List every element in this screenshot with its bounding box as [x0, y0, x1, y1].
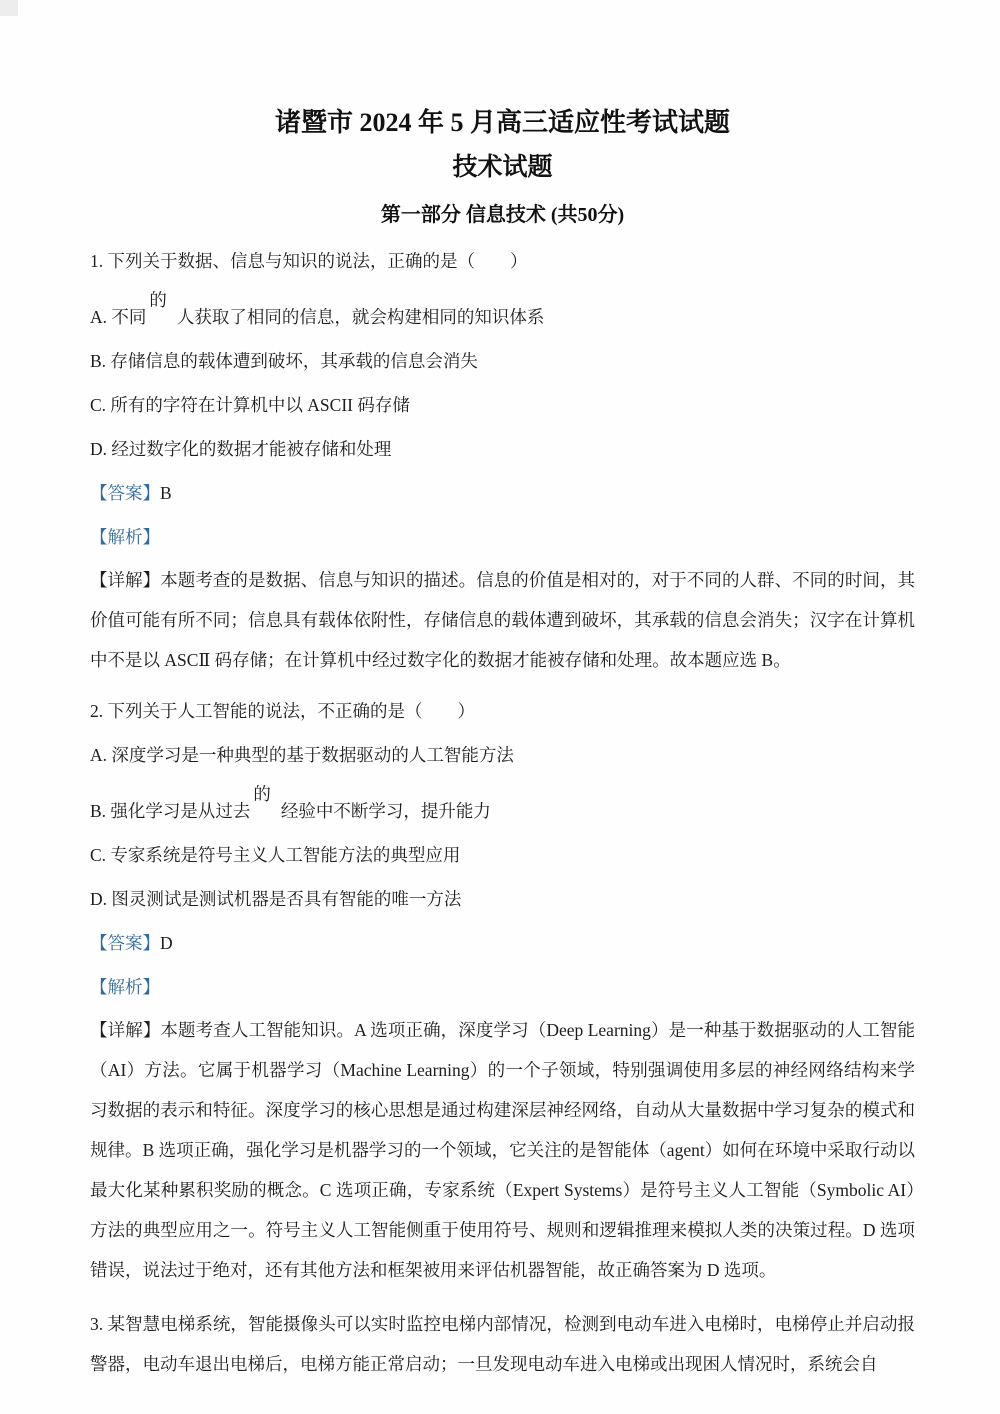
- answer-value: D: [160, 933, 173, 953]
- question-1-stem: 1. 下列关于数据、信息与知识的说法，正确的是（ ）: [90, 251, 528, 271]
- analysis-label: 【解析】: [90, 527, 160, 547]
- question-1-option-d: D. 经过数字化的数据才能被存储和处理: [90, 439, 392, 459]
- question-2-option-d: D. 图灵测试是测试机器是否具有智能的唯一方法: [90, 889, 462, 909]
- option-a-pre: A. 不同: [90, 307, 147, 327]
- question-1-answer-line: [90, 478, 915, 508]
- option-b-post: 经验中不断学习，提升能力: [280, 801, 491, 821]
- answer-value: B: [160, 483, 172, 503]
- document-title: 诸暨市 2024 年 5 月高三适应性考试试题: [274, 108, 730, 137]
- option-a-superscript: 的: [149, 290, 167, 310]
- answer-label: 【答案】: [90, 933, 160, 953]
- question-1-analysis-line: [90, 522, 915, 552]
- question-2-option-b: [90, 784, 915, 826]
- question-2-option-c: C. 专家系统是符号主义人工智能方法的典型应用: [90, 845, 461, 865]
- scan-artifact: [0, 0, 18, 16]
- question-2-analysis-line: [90, 972, 915, 1002]
- document-subtitle: 技术试题: [452, 154, 553, 181]
- question-1-option-c: C. 所有的字符在计算机中以 ASCII 码存储: [90, 395, 410, 415]
- option-a-post: 人获取了相同的信息，就会构建相同的知识体系: [176, 307, 545, 327]
- question-1-option-a: [90, 290, 915, 332]
- section-heading: 第一部分 信息技术 (共50分): [380, 204, 625, 226]
- option-b-superscript: 的: [253, 784, 271, 804]
- question-2-answer-line: [90, 928, 915, 958]
- question-2-detail: 【详解】本题考查人工智能知识。A 选项正确，深度学习（Deep Learning）是一种基于数据驱动的人工智能（AI）方法。它属于机器学习（Machine Learning）的一个子领域，特别强调使用多层的神经网络结构来学习数据的表示和特征。深度学习的核心思想是通过构建深层神经网络，自动从大量数据中学习复杂的模式和规律。B 选项正确，强化学习是机器学习的一个领域，它关注的是智能体（agent）如何在环境中采取行动以最大化某种累积奖励的概念。C 选项正确，专家系统（Expert Systems）是符号主义人工智能（Symbolic AI）方法的典型应用之一。符号主义人工智能侧重于使用符号、规则和逻辑推理来模拟人类的决策过程。D 选项错误，说法过于绝对，还有其他方法和框架被用来评估机器智能，故正确答案为 D 选项。: [90, 1020, 915, 1280]
- question-2-option-a: A. 深度学习是一种典型的基于数据驱动的人工智能方法: [90, 745, 514, 765]
- answer-label: 【答案】: [90, 483, 160, 503]
- analysis-label: 【解析】: [90, 977, 160, 997]
- option-b-pre: B. 强化学习是从过去: [90, 801, 251, 821]
- question-2-stem: 2. 下列关于人工智能的说法，不正确的是（ ）: [90, 701, 475, 721]
- question-1-detail: 【详解】本题考查的是数据、信息与知识的描述。信息的价值是相对的，对于不同的人群、不同的时间，其价值可能有所不同；信息具有载体依附性，存储信息的载体遭到破坏，其承载的信息会消失；汉字在计算机中不是以 ASCⅡ 码存储；在计算机中经过数字化的数据才能被存储和处理。故本题应选 B。: [90, 570, 915, 670]
- question-3-stem: 3. 某智慧电梯系统，智能摄像头可以实时监控电梯内部情况，检测到电动车进入电梯时，电梯停止并启动报警器，电动车退出电梯后，电梯方能正常启动；一旦发现电动车进入电梯或出现困人情况时，系统会自: [90, 1314, 915, 1374]
- question-1-option-b: B. 存储信息的载体遭到破坏，其承载的信息会消失: [90, 351, 478, 371]
